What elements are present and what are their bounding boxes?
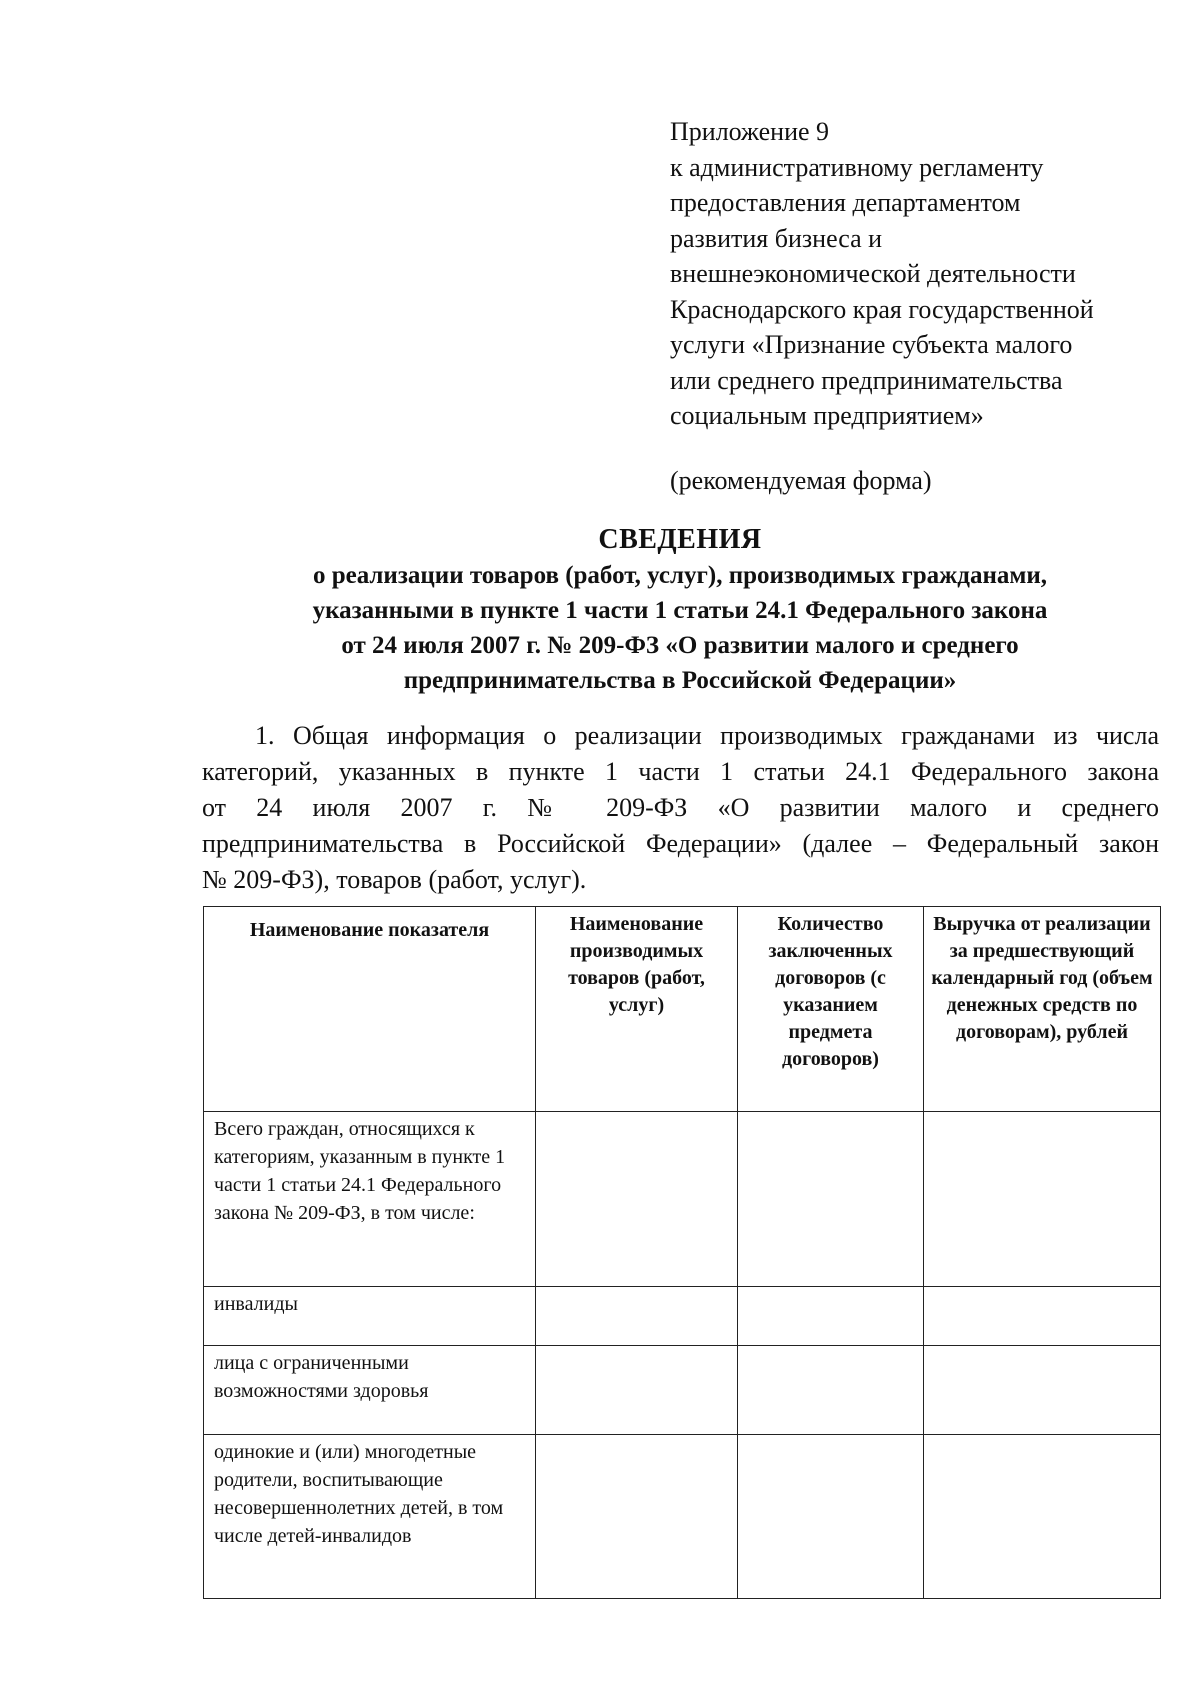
appendix-block <box>670 114 1170 434</box>
appendix-line: Приложение 9 <box>670 117 830 146</box>
title-heading: СВЕДЕНИЯ <box>598 524 762 555</box>
appendix-line: к административному регламенту <box>670 152 1044 182</box>
row-label: Всего граждан, относящихся к категориям, указанным в пункте 1 части 1 статьи 24.1 Федерального закона № 209-ФЗ, в том числе: <box>204 1112 536 1287</box>
paragraph-line: 1. Общая информация о реализации производимых гражданами из числа <box>255 721 1159 750</box>
table-cell[interactable] <box>536 1435 738 1599</box>
table-row <box>204 1435 1161 1599</box>
paragraph-line: от 24 июля 2007 г. № 209-ФЗ «О развитии малого и среднего <box>202 793 1159 822</box>
form-note: (рекомендуемая форма) <box>670 466 932 495</box>
intro-paragraph <box>202 718 1159 898</box>
table-cell[interactable] <box>738 1287 924 1346</box>
paragraph-line: № 209-ФЗ), товаров (работ, услуг). <box>202 865 587 894</box>
row-label: лица с ограниченными возможностями здоровья <box>204 1346 536 1435</box>
appendix-line: развития бизнеса и <box>670 223 883 253</box>
table-cell[interactable] <box>924 1112 1161 1287</box>
appendix-line: внешнеэкономической деятельности <box>670 259 1076 288</box>
appendix-line: социальным предприятием» <box>670 401 984 430</box>
document-title <box>200 522 1160 698</box>
info-table <box>203 906 1161 1599</box>
table-cell[interactable] <box>738 1346 924 1435</box>
appendix-line: Краснодарского края государственной <box>670 294 1094 324</box>
table-cell[interactable] <box>738 1112 924 1287</box>
title-line: о реализации товаров (работ, услуг), производимых гражданами, <box>312 562 1048 589</box>
table-cell[interactable] <box>738 1435 924 1599</box>
table-header-row <box>204 907 1161 1112</box>
header-contracts-count: Количество заключенных договоров (с указанием предмета договоров) <box>738 907 924 1112</box>
table-cell[interactable] <box>924 1287 1161 1346</box>
row-label: одинокие и (или) многодетные родители, воспитывающие несовершеннолетних детей, в том числе детей-инвалидов <box>204 1435 536 1599</box>
appendix-line: предоставления департаментом <box>670 188 1021 217</box>
paragraph-line: категорий, указанных в пункте 1 части 1 статьи 24.1 Федерального закона <box>202 757 1159 786</box>
appendix-line: или среднего предпринимательства <box>670 365 1063 395</box>
table-row <box>204 1112 1161 1287</box>
table-cell[interactable] <box>924 1346 1161 1435</box>
appendix-line: услуги «Признание субъекта малого <box>670 330 1073 359</box>
title-line: указанными в пункте 1 части 1 статьи 24.1 Федерального закона <box>312 597 1048 624</box>
header-goods-name: Наименование производимых товаров (работ, услуг) <box>536 907 738 1112</box>
table-cell[interactable] <box>924 1435 1161 1599</box>
table-cell[interactable] <box>536 1346 738 1435</box>
table-cell[interactable] <box>536 1112 738 1287</box>
table-cell[interactable] <box>536 1287 738 1346</box>
paragraph-line: предпринимательства в Российской Федерации» (далее – Федеральный закон <box>202 829 1159 858</box>
title-line: предпринимательства в Российской Федерации» <box>403 667 957 694</box>
row-label: инвалиды <box>204 1287 536 1346</box>
header-revenue: Выручка от реализации за предшествующий календарный год (объем денежных средств по договорам), рублей <box>924 907 1161 1112</box>
title-line: от 24 июля 2007 г. № 209-ФЗ «О развитии малого и среднего <box>341 632 1019 659</box>
table-row <box>204 1287 1161 1346</box>
table-row <box>204 1346 1161 1435</box>
header-indicator-name: Наименование показателя <box>204 907 536 1112</box>
